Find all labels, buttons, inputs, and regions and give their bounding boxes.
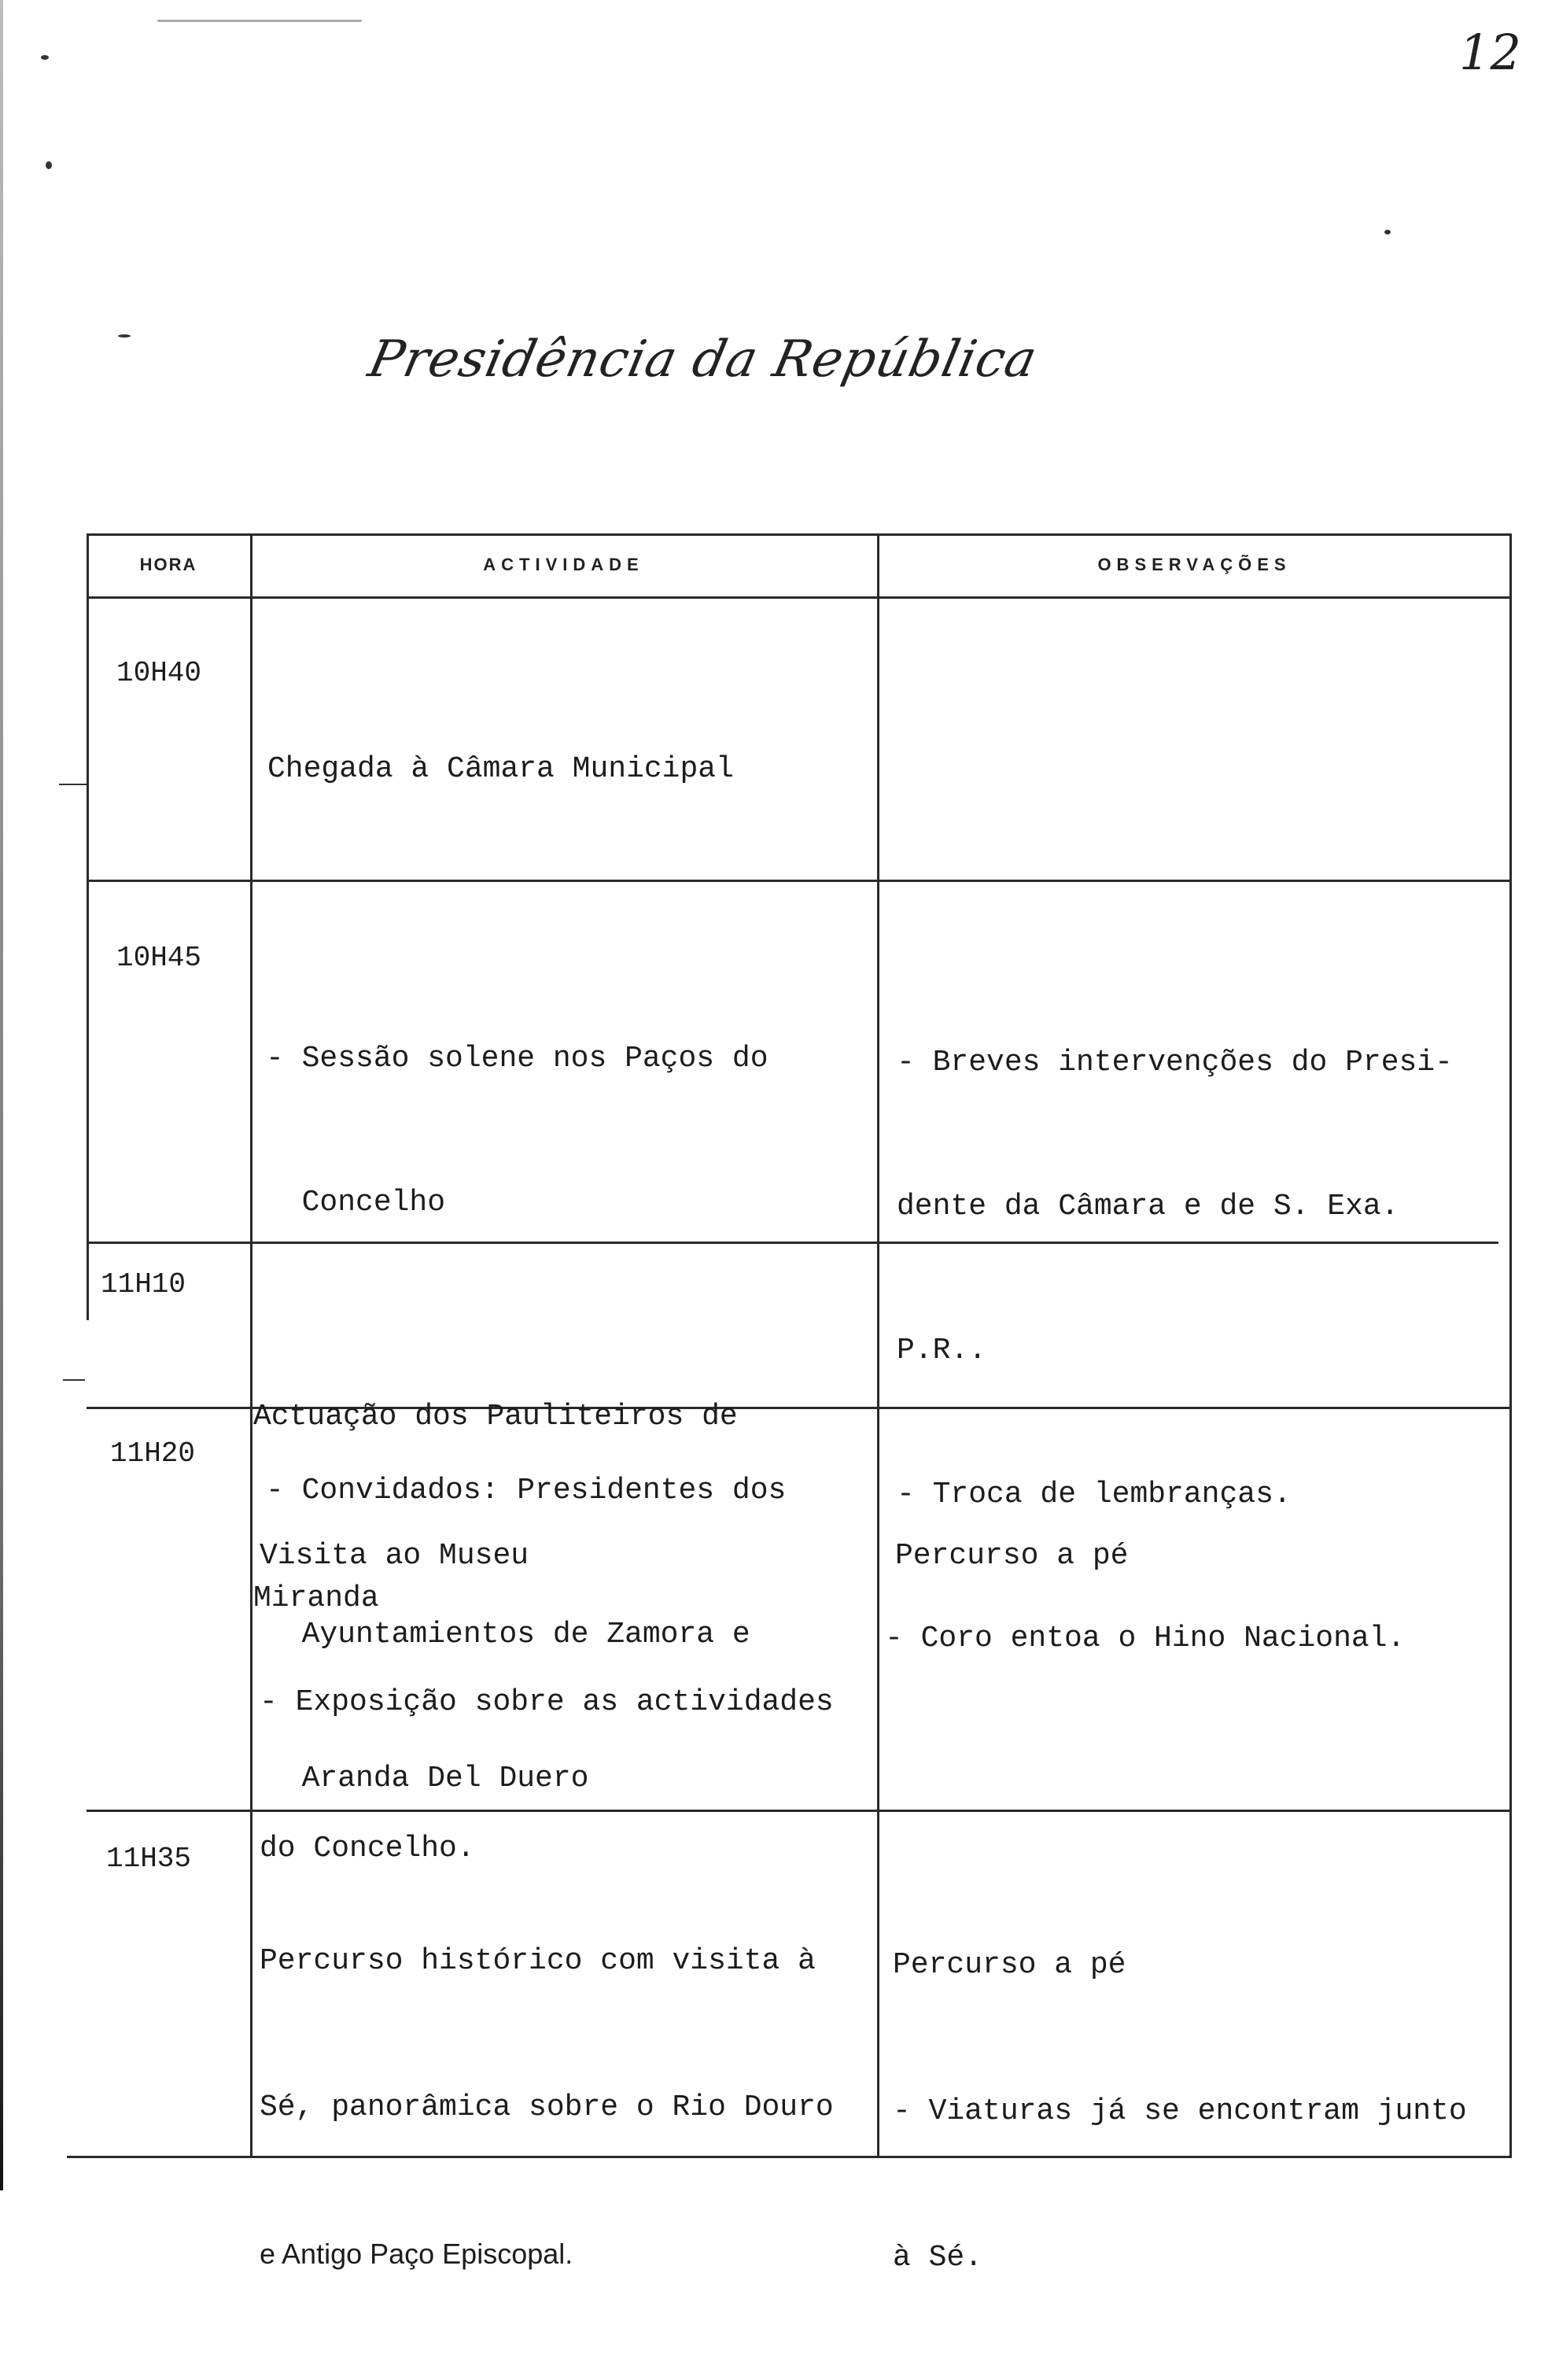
column-divider-actividade xyxy=(877,533,879,2156)
scan-speck xyxy=(46,161,52,169)
activity-line: Concelho xyxy=(266,1186,446,1220)
column-divider-hora xyxy=(250,533,252,2156)
row-11h10-hora: 11H10 xyxy=(101,1268,186,1301)
observation-line: P.R.. xyxy=(897,1334,987,1367)
activity-line: do Concelho. xyxy=(260,1832,475,1865)
margin-mark xyxy=(63,1379,85,1381)
activity-line: Ayuntamientos de Zamora e xyxy=(266,1618,750,1651)
letterhead-text: Presidência da República xyxy=(363,330,1043,389)
scan-edge-shadow xyxy=(0,0,3,2190)
schedule-table xyxy=(87,533,1512,2275)
observation-line: Percurso a pé xyxy=(895,1539,1129,1573)
row-11h20-observacoes xyxy=(895,1438,1128,1674)
header-hora: HORA xyxy=(139,555,197,574)
activity-line: Chegada à Câmara Municipal xyxy=(267,752,734,786)
header-actividade: ACTIVIDADE xyxy=(483,555,644,574)
activity-line: Aranda Del Duero xyxy=(266,1762,589,1795)
header-observacoes: OBSERVAÇÕES xyxy=(1097,555,1292,574)
row-11h35-observacoes xyxy=(893,1843,1467,2380)
table-right-border xyxy=(1509,533,1512,2156)
header-bottom-border xyxy=(87,596,1512,599)
observation-line: - Viaturas já se encontram junto xyxy=(893,2094,1467,2128)
activity-line: Miranda xyxy=(253,1581,379,1615)
observation-line: Percurso a pé xyxy=(893,1948,1126,1982)
scan-speck xyxy=(1384,230,1391,234)
scan-speck xyxy=(41,55,49,60)
activity-line: Sé, panorâmica sobre o Rio Douro xyxy=(260,2090,834,2124)
row-11h35-actividade xyxy=(260,1839,834,2376)
observation-line: - Coro entoa o Hino Nacional. xyxy=(885,1622,1406,1655)
observation-line: - Breves intervenções do Presi- xyxy=(897,1046,1453,1079)
row-10h45-hora: 10H45 xyxy=(116,942,202,974)
row-11h20-hora: 11H20 xyxy=(110,1437,196,1470)
row-11h35-hora: 11H35 xyxy=(106,1843,192,1875)
margin-mark xyxy=(59,784,87,785)
activity-line: - Sessão solene nos Paços do xyxy=(266,1042,768,1076)
letterhead-title xyxy=(0,330,1548,389)
observation-line: - Troca de lembranças. xyxy=(897,1478,1292,1511)
scan-speck xyxy=(157,20,362,22)
row-10h40-actividade xyxy=(267,651,734,887)
activity-line: - Exposição sobre as actividades xyxy=(260,1685,834,1719)
activity-line: Percurso histórico com visita à xyxy=(260,1944,816,1978)
activity-line: e Antigo Paço Episcopal. xyxy=(260,2238,573,2270)
row-10h40-hora: 10H40 xyxy=(116,657,202,689)
table-left-border xyxy=(87,533,89,1320)
observation-line: à Sé. xyxy=(893,2241,983,2275)
activity-line: Actuação dos Pauliteiros de xyxy=(253,1400,738,1434)
activity-line: - Convidados: Presidentes dos xyxy=(266,1474,787,1507)
page-number: 12 xyxy=(1459,24,1521,81)
activity-line: Visita ao Museu xyxy=(260,1539,529,1573)
observation-line: dente da Câmara e de S. Exa. xyxy=(897,1190,1399,1223)
